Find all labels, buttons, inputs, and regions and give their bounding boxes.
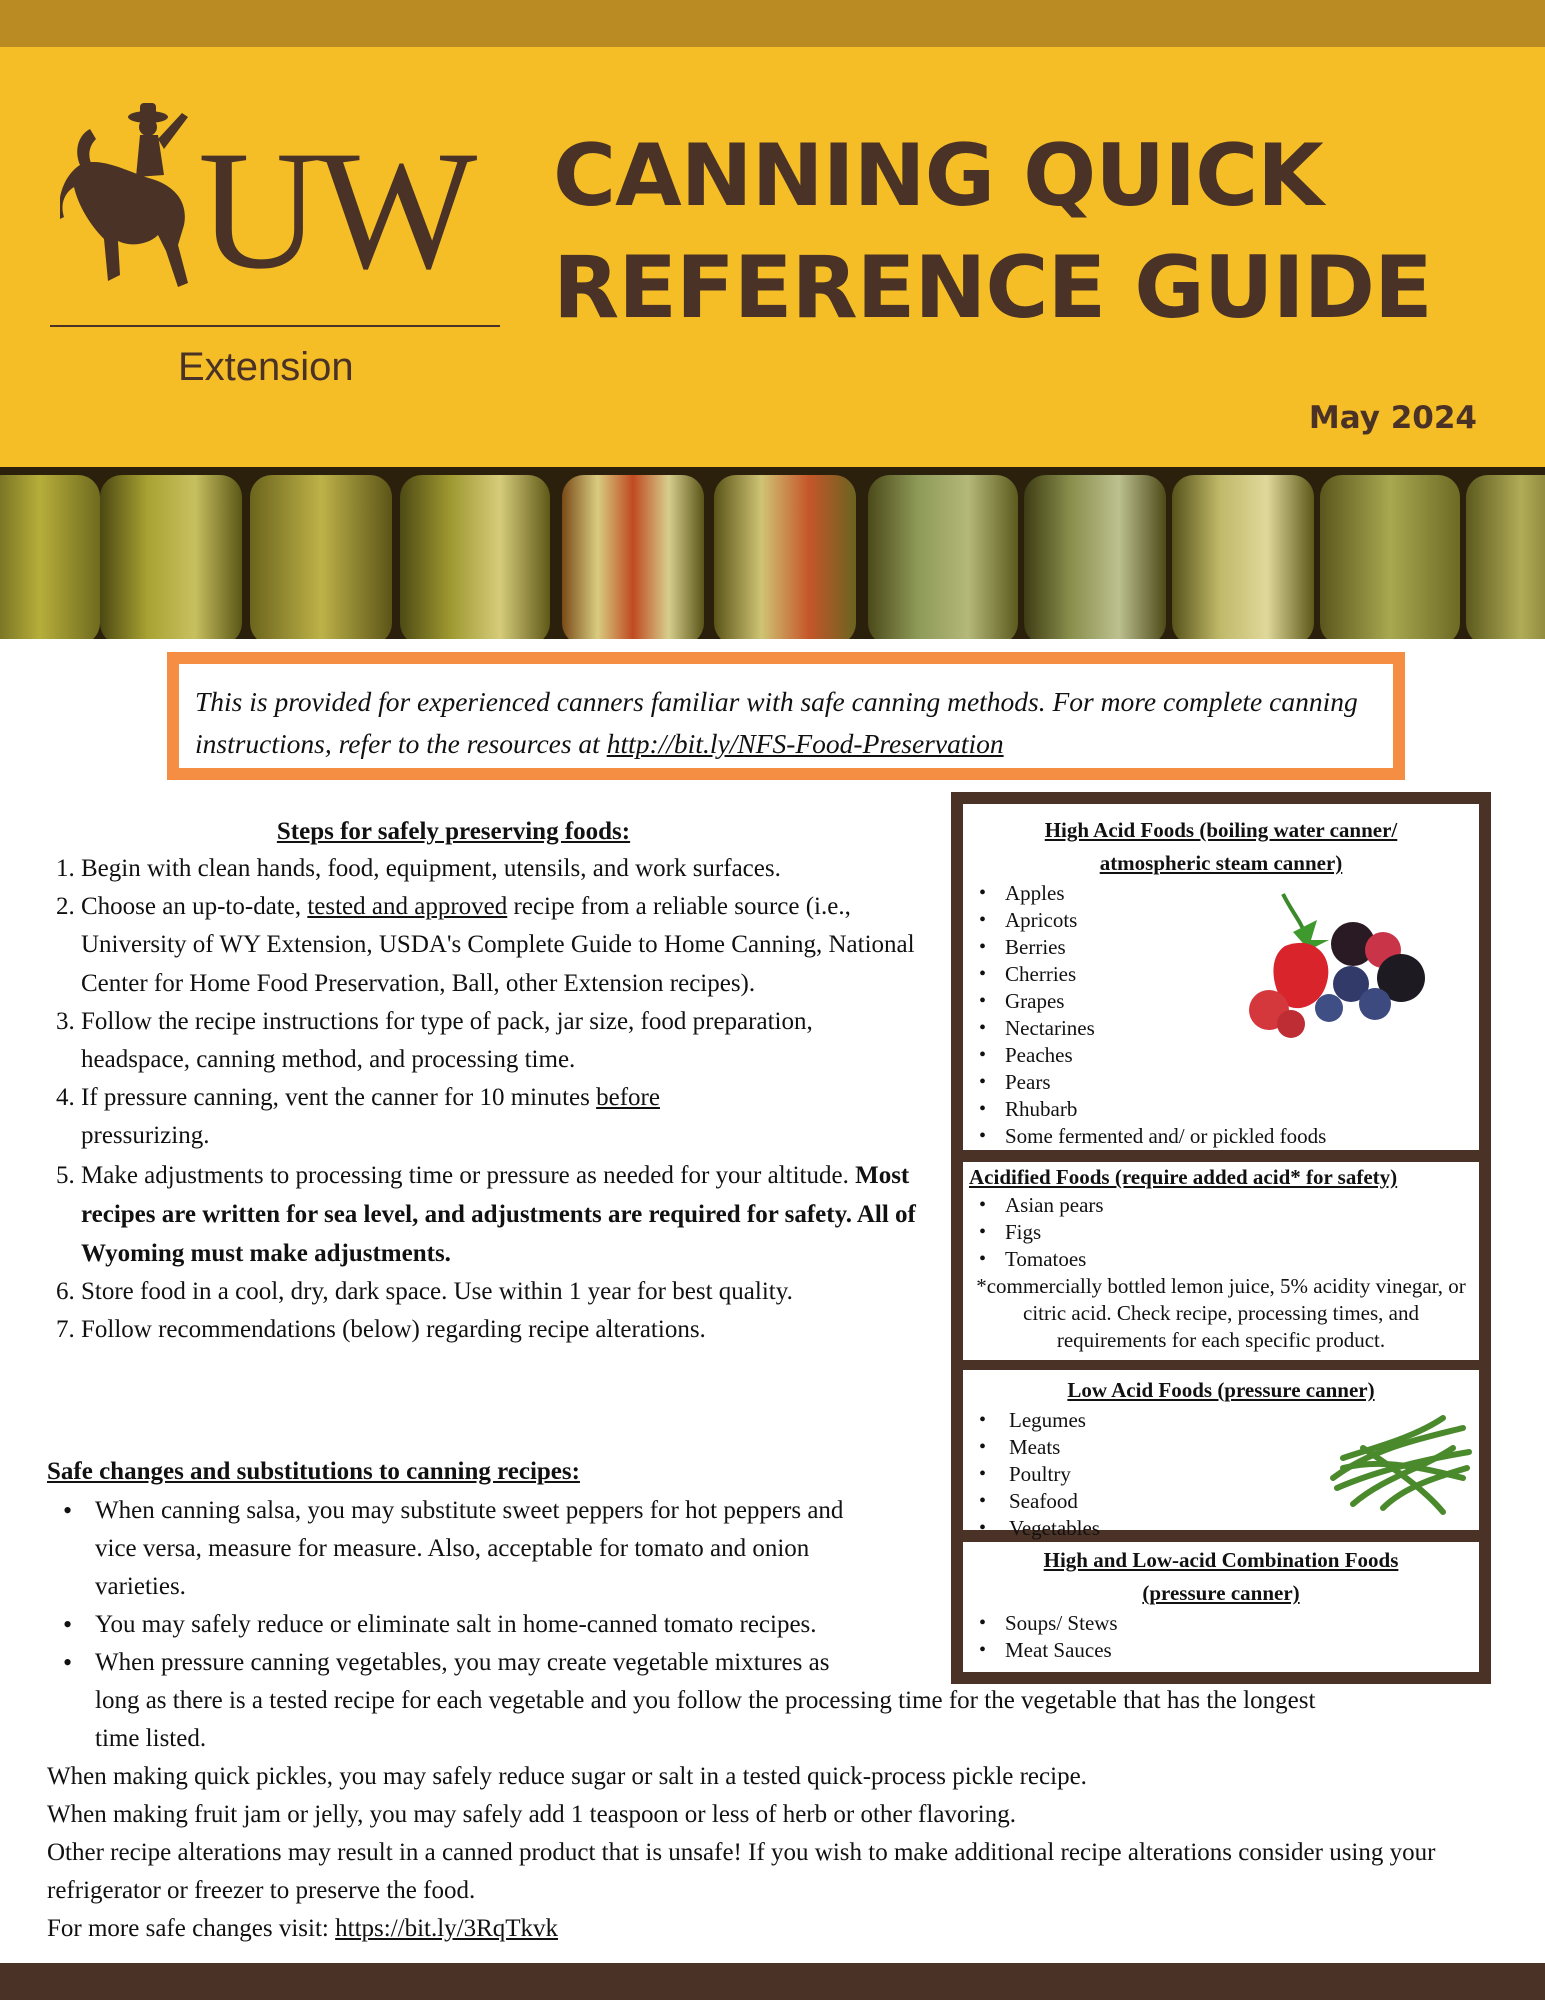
step-number: 1. [56,855,75,882]
jar-image [250,475,392,639]
list-item: • Meat Sauces [963,1637,1479,1664]
combination-list [963,1610,1479,1664]
step-text: Follow the recipe instructions for type of pack, jar size, food preparation, headspace, canning method, and processing time. [81,1007,813,1074]
item-line: time listed. [95,1725,207,1752]
step-item [40,1311,920,1349]
item-line: varieties. [95,1573,186,1600]
safe-changes-link[interactable]: https://bit.ly/3RqTkvk [335,1915,559,1942]
pickle-jars-photo [0,467,1545,639]
low-acid-box [963,1370,1479,1540]
step-item [40,850,920,888]
food-preservation-link[interactable]: http://bit.ly/NFS-Food-Preservation [606,728,1004,759]
jar-image [714,475,856,639]
steps-heading: Steps for safely preserving foods: [276,818,631,845]
more-safe-changes [47,1910,1507,1948]
list-item: • Legumes [963,1407,1479,1434]
step-text: If pressure canning, vent the canner for 10 minutes [81,1084,597,1112]
step-text-cont: recipe from a reliable source (i.e., University of WY Extension, USDA's Complete Guide to Home Canning, National Center for Home Food Preservation, Ball, other Extension recipes). [81,893,915,997]
list-item: • Apricots [963,907,1479,934]
green-beans-icon [1323,1408,1473,1518]
list-item: • Rhubarb [963,1096,1479,1123]
bucking-horse-rider-icon [60,95,210,300]
step-number: 6. [56,1277,75,1305]
list-item: • Poultry [963,1461,1479,1488]
step-number: 4. [56,1084,75,1112]
high-acid-title-1: High Acid Foods (boiling water canner/ [1044,818,1398,842]
step-text: Begin with clean hands, food, equipment, utensils, and work surfaces. [81,855,781,882]
item-line: • When pressure canning vegetables, you may create vegetable mixtures as [95,1649,830,1676]
unsafe-alterations-warning: Other recipe alterations may result in a canned product that is unsafe! If you wish to make additional recipe alterations consider using your refrigerator or freezer to preserve the food. [47,1839,1436,1904]
jam-jelly-note: When making fruit jam or jelly, you may safely add 1 teaspoon or less of herb or other flavoring. [47,1801,1016,1828]
list-item: • Berries [963,934,1479,961]
jar-image [1024,475,1166,639]
step-emphasis: before [596,1084,660,1112]
list-item: • Meats [963,1434,1479,1461]
list-item: • Cherries [963,961,1479,988]
quick-pickles-note: When making quick pickles, you may safely reduce sugar or salt in a tested quick-process pickle recipe. [47,1763,1087,1790]
jar-image [400,475,550,639]
page-title [553,120,1432,344]
step-item [40,888,920,1003]
list-item: • Pears [963,1069,1479,1096]
jar-image [100,475,242,639]
step-number: 5. [56,1161,75,1189]
logo-wordmark: UW [198,116,474,304]
step-item [40,1156,920,1273]
jar-image [0,475,100,639]
experienced-canners-notice [167,652,1405,780]
step-text: Choose an up-to-date, [81,893,308,921]
item-line: • When canning salsa, you may substitute sweet peppers for hot peppers and [95,1497,844,1524]
jar-image [562,475,704,639]
list-item: • Grapes [963,988,1479,1015]
list-item: • Soups/ Stews [963,1610,1479,1637]
combination-title-2: (pressure canner) [1142,1581,1300,1605]
acidified-note: *commercially bottled lemon juice, 5% acidity vinegar, or citric acid. Check recipe, processing times, and requirements for each specific product. [976,1274,1466,1352]
list-item: • Apples [963,880,1479,907]
step-number: 2. [56,893,75,921]
item-line: • You may safely reduce or eliminate salt in home-canned tomato recipes. [95,1611,817,1638]
step-text-cont: pressurizing. [81,1122,210,1150]
title-line-1: CANNING QUICK [553,126,1323,226]
more-label: For more safe changes visit: [47,1915,336,1942]
list-item: • Vegetables [963,1515,1479,1542]
notice-text: This is provided for experienced canners familiar with safe canning methods. For more complete canning instructions, refer to the resources at [195,686,1358,759]
logo-subtitle: Extension [178,345,354,389]
title-line-2: REFERENCE GUIDE [553,238,1432,338]
jar-image [1320,475,1460,639]
step-item [40,1079,920,1155]
low-acid-title: Low Acid Foods (pressure canner) [1067,1378,1375,1402]
list-item: • Peaches [963,1042,1479,1069]
list-item: • Nectarines [963,1015,1479,1042]
item-line: long as there is a tested recipe for each vegetable and you follow the processing time for the vegetable that has the longest [95,1687,1316,1714]
safe-changes-heading: Safe changes and substitutions to canning recipes: [47,1458,580,1485]
list-item: • Seafood [963,1488,1479,1515]
jar-image [1466,475,1545,639]
logo-divider [50,325,500,327]
step-emphasis: tested and approved [307,893,508,921]
step-item [40,1273,920,1311]
step-text: Follow recommendations (below) regarding recipe alterations. [81,1315,706,1343]
steps-list [40,850,920,1349]
list-item: • Some fermented and/ or pickled foods [963,1123,1479,1150]
berries-icon [1233,884,1443,1044]
uw-extension-logo [50,95,505,395]
step-number: 3. [56,1007,75,1035]
step-text: Make adjustments to processing time or pressure as needed for your altitude. [81,1161,856,1189]
top-color-strip [0,0,1545,47]
food-categories-panel [951,792,1491,1684]
step-number: 7. [56,1315,75,1343]
list-item: • Figs [963,1219,1479,1246]
publication-date: May 2024 [1308,400,1477,436]
jar-image [1172,475,1314,639]
high-acid-title-2: atmospheric steam canner) [1099,851,1343,875]
step-text: Store food in a cool, dry, dark space. Use within 1 year for best quality. [81,1277,793,1305]
jar-image [868,475,1018,639]
acidified-box [963,1162,1479,1360]
high-acid-box [963,804,1479,1150]
combination-box [963,1542,1479,1672]
step-item [40,1003,920,1079]
bottom-color-strip [0,1963,1545,2000]
step-bold-warning: Most recipes are written for sea level, and adjustments are required for safety. All of Wyoming must make adjustments. [81,1161,916,1267]
acidified-title: Acidified Foods (require added acid* for safety) [969,1165,1398,1189]
item-line: vice versa, measure for measure. Also, acceptable for tomato and onion [95,1535,810,1562]
acidified-list [963,1192,1479,1273]
list-item: • Tomatoes [963,1246,1479,1273]
combination-title-1: High and Low-acid Combination Foods [1043,1548,1399,1572]
list-item: • Asian pears [963,1192,1479,1219]
